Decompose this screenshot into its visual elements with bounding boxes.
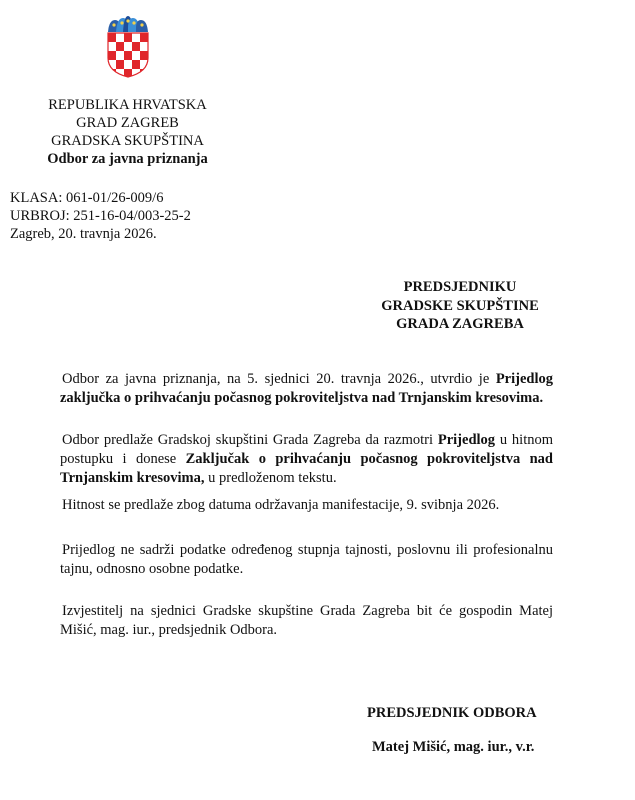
- header-assembly: GRADSKA SKUPŠTINA: [51, 133, 204, 149]
- meta-klasa: KLASA: 061-01/26-009/6: [10, 190, 164, 206]
- p2-text-a: Odbor predlaže Gradskoj skupštini Grada Zagreba da razmotri: [62, 432, 438, 448]
- addressee-line-1: PREDSJEDNIKU: [403, 279, 517, 295]
- header-city: GRAD ZAGREB: [76, 115, 179, 131]
- p1-bold: Prijedlog zaključka o prihvaćanju počasnog pokroviteljstva nad Trnjanskim kresovima.: [60, 371, 553, 406]
- meta-date: Zagreb, 20. travnja 2026.: [10, 226, 157, 242]
- signature-name: Matej Mišić, mag. iur., v.r.: [372, 739, 535, 755]
- signature-title: PREDSJEDNIK ODBORA: [367, 705, 537, 721]
- coat-of-arms-emblem: [106, 16, 150, 78]
- header-country: REPUBLIKA HRVATSKA: [48, 97, 207, 113]
- paragraph-5: [60, 602, 553, 640]
- addressee-line-2: GRADSKE SKUPŠTINE: [381, 297, 539, 314]
- p2-bold-a: Prijedlog: [437, 432, 496, 448]
- p2-bold-b: Zaključak o prihvaćanju počasnog pokroviteljstva nad Trnjanskim kresovima,: [60, 451, 553, 486]
- paragraph-4: [60, 541, 553, 579]
- p2-text-c: u predloženom tekstu.: [204, 470, 337, 486]
- p1-text: Odbor za javna priznanja, na 5. sjednici 20. travnja 2026., utvrdio je: [62, 371, 496, 387]
- issuer-header: [20, 96, 235, 168]
- p4-text: Prijedlog ne sadrži podatke određenog stupnja tajnosti, poslovnu ili profesionalnu tajnu, odnosno osobne podatke.: [60, 542, 553, 577]
- paragraph-2: [60, 431, 553, 488]
- paragraph-1: [60, 370, 553, 408]
- meta-urbroj: URBROJ: 251-16-04/003-25-2: [10, 208, 191, 224]
- header-committee: Odbor za javna priznanja: [47, 151, 208, 167]
- paragraph-3: [60, 496, 553, 515]
- p3-text: Hitnost se predlaže zbog datuma održavanja manifestacije, 9. svibnja 2026.: [62, 497, 500, 513]
- addressee-block: [350, 278, 570, 334]
- addressee-line-3: GRADA ZAGREBA: [396, 316, 524, 332]
- coat-of-arms-icon: [106, 16, 150, 78]
- p5-text: Izvjestitelj na sjednici Gradske skupštine Grada Zagreba bit će gospodin Matej Mišić, mag. iur., predsjednik Odbora.: [60, 603, 553, 638]
- p2-text-b: u hitnom postupku i donese: [60, 432, 553, 467]
- document-meta: [10, 189, 191, 243]
